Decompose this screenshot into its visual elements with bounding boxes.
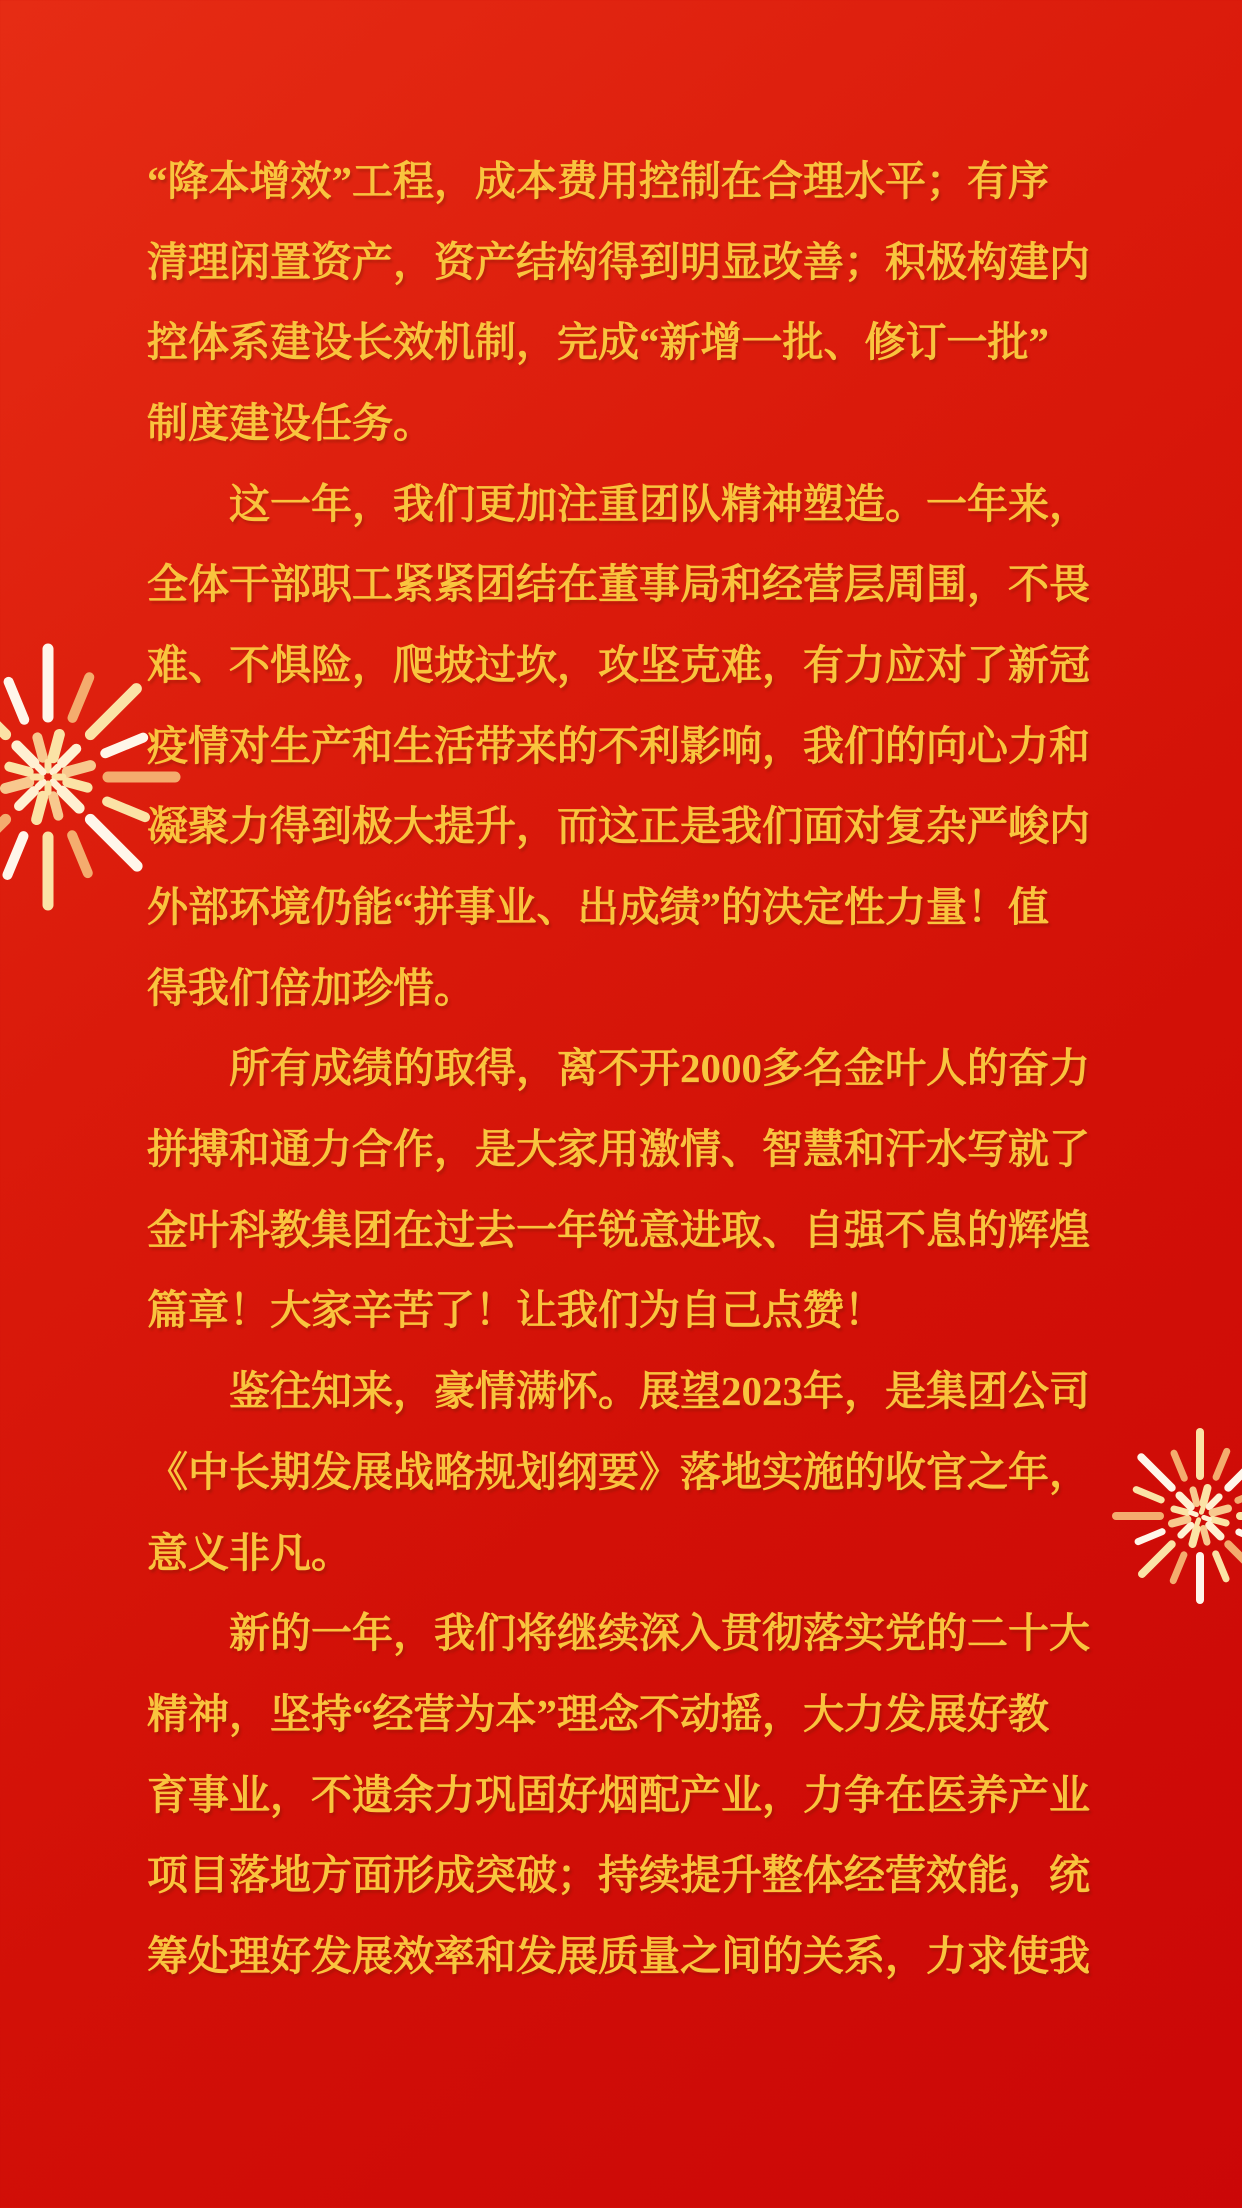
text-line: 制度建设任务。: [147, 399, 434, 446]
text-line: 《中长期发展战略规划纲要》落地实施的收官之年，: [147, 1448, 1090, 1495]
text-line: 所有成绩的取得，离不开2000多名金叶人的奋力: [229, 1045, 1090, 1092]
text-line: 凝聚力得到极大提升，而这正是我们面对复杂严峻内: [147, 803, 1090, 850]
text-line: 拼搏和通力合作，是大家用激情、智慧和汗水写就了: [147, 1126, 1090, 1173]
text-line: 项目落地方面形成突破；持续提升整体经营效能，统: [147, 1852, 1090, 1899]
text-line: 难、不惧险，爬坡过坎，攻坚克难，有力应对了新冠: [147, 641, 1090, 688]
text-line: 清理闲置资产，资产结构得到明显改善；积极构建内: [147, 238, 1090, 285]
text-line: 篇章！大家辛苦了！让我们为自己点赞！: [147, 1287, 885, 1334]
text-line: 精神，坚持“经营为本”理念不动摇，大力发展好教: [147, 1690, 1049, 1737]
text-line: 外部环境仍能“拼事业、出成绩”的决定性力量！值: [147, 884, 1049, 931]
text-line: 金叶科教集团在过去一年锐意进取、自强不息的辉煌: [147, 1206, 1090, 1253]
text-line: 筹处理好发展效率和发展质量之间的关系，力求使我: [147, 1932, 1090, 1979]
firework-icon: [1085, 1401, 1242, 1631]
text-line: 这一年，我们更加注重团队精神塑造。一年来，: [229, 480, 1090, 527]
text-line: 鉴往知来，豪情满怀。展望2023年，是集团公司: [229, 1368, 1090, 1415]
text-line: 疫情对生产和生活带来的不利影响，我们的向心力和: [147, 722, 1090, 769]
text-line: 新的一年，我们将继续深入贯彻落实党的二十大: [229, 1610, 1090, 1657]
text-line: 育事业，不遗余力巩固好烟配产业，力争在医养产业: [147, 1771, 1090, 1818]
text-line: 意义非凡。: [147, 1529, 352, 1576]
text-line: “降本增效”工程，成本费用控制在合理水平；有序: [147, 157, 1049, 204]
text-line: 全体干部职工紧紧团结在董事局和经营层周围，不畏: [147, 561, 1090, 608]
text-line: 得我们倍加珍惜。: [147, 964, 475, 1011]
text-line: 控体系建设长效机制，完成“新增一批、修订一批”: [147, 319, 1049, 366]
letter-body: [147, 137, 1107, 1993]
